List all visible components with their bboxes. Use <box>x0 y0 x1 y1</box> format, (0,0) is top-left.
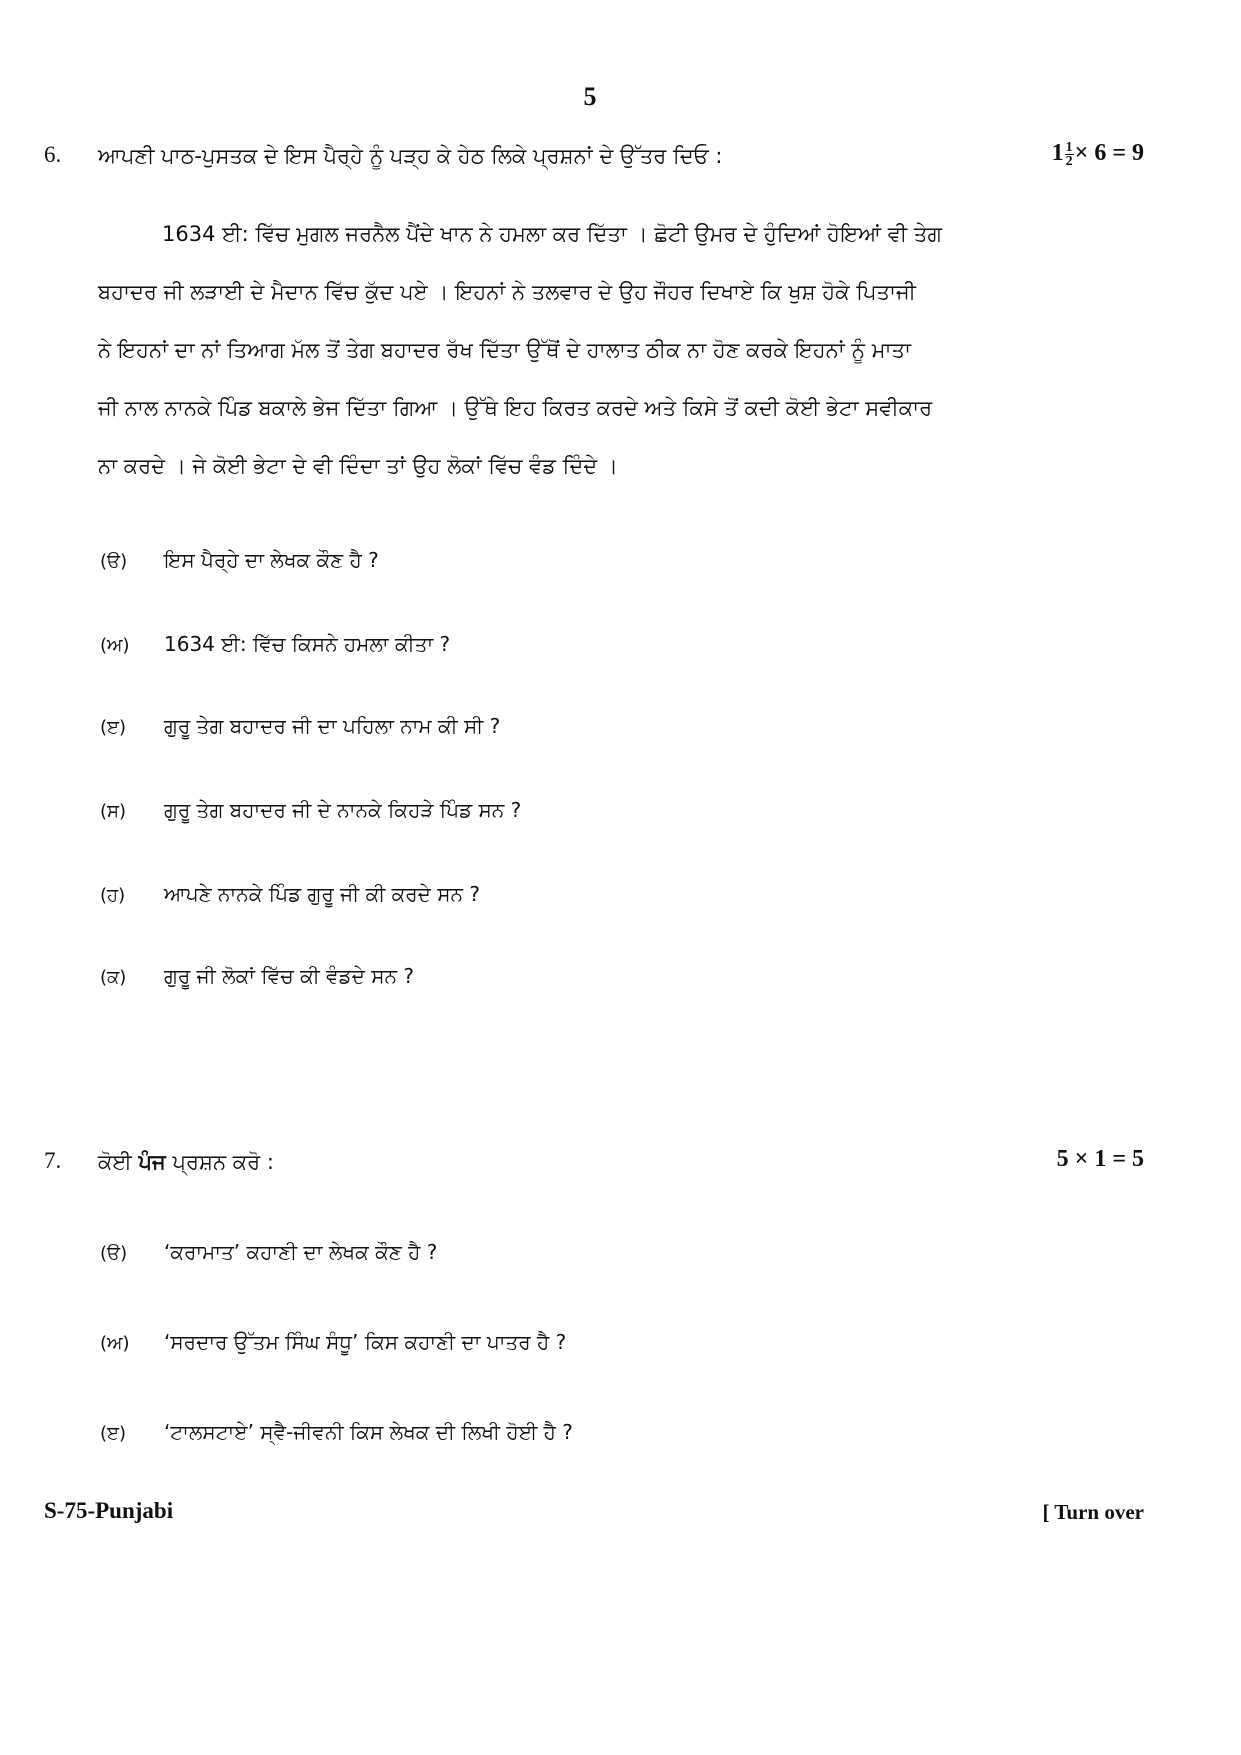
passage-line: ਬਹਾਦਰ ਜੀ ਲੜਾਈ ਦੇ ਮੈਦਾਨ ਵਿੱਚ ਕੁੱਦ ਪਏ । ਇਹਨਾਂ ਨੇ ਤਲਵਾਰ ਦੇ ਉਹ ਜੌਹਰ ਦਿਖਾਏ ਕਿ ਖੁਸ਼ ਹੋਕੇ ਪਿਤਾਜੀ <box>98 280 916 304</box>
passage <box>98 222 1088 512</box>
q7-sub-question <box>100 1330 566 1354</box>
sub-question-text: ਗੁਰੂ ਤੇਗ ਬਹਾਦਰ ਜੀ ਦੇ ਨਾਨਕੇ ਕਿਹੜੇ ਪਿੰਡ ਸਨ ? <box>164 798 522 822</box>
marks-fraction-denominator: 2 <box>1065 153 1073 169</box>
marks-fraction-numerator: 1 <box>1065 139 1073 155</box>
question-7-marks: 5 × 1 = 5 <box>1056 1146 1144 1172</box>
instruction-pre: ਕੋਈ <box>98 1150 132 1174</box>
marks-rest: × 6 = 9 <box>1074 140 1144 166</box>
sub-question-label: (ੲ) <box>100 717 127 738</box>
marks-fraction <box>1065 141 1074 168</box>
sub-question-label: (ਕ) <box>100 967 127 988</box>
turn-over-note: [ Turn over <box>1042 1500 1144 1524</box>
question-6-number: 6. <box>44 142 62 167</box>
question-6-instruction: ਆਪਣੀ ਪਾਠ-ਪੁਸਤਕ ਦੇ ਇਸ ਪੈਰ੍ਹੇ ਨੂੰ ਪੜ੍ਹ ਕੇ ਹੇਠ ਲਿਕੇ ਪ੍ਰਸ਼ਨਾਂ ਦੇ ਉੱਤਰ ਦਿਓ : <box>98 144 723 168</box>
page-number: 5 <box>583 82 597 111</box>
sub-question-label: (ਹ) <box>100 885 126 906</box>
sub-question-text: ਆਪਣੇ ਨਾਨਕੇ ਪਿੰਡ ਗੁਰੂ ਜੀ ਕੀ ਕਰਦੇ ਸਨ ? <box>164 882 481 906</box>
sub-question-text: ‘ਸਰਦਾਰ ਉੱਤਮ ਸਿੰਘ ਸੰਧੂ’ ਕਿਸ ਕਹਾਣੀ ਦਾ ਪਾਤਰ ਹੈ ? <box>164 1330 567 1354</box>
passage-line: ਜੀ ਨਾਲ ਨਾਨਕੇ ਪਿੰਡ ਬਕਾਲੇ ਭੇਜ ਦਿੱਤਾ ਗਿਆ । ਉੱਥੇ ਇਹ ਕਿਰਤ ਕਰਦੇ ਅਤੇ ਕਿਸੇ ਤੋਂ ਕਦੀ ਕੋਈ ਭੇਟਾ ਸਵੀਕਾਰ <box>98 396 933 420</box>
q6-sub-question <box>100 964 414 988</box>
q6-sub-question <box>100 882 480 906</box>
q7-sub-question <box>100 1240 437 1264</box>
question-6-marks <box>1052 140 1144 168</box>
sub-question-text: ਇਸ ਪੈਰ੍ਹੇ ਦਾ ਲੇਖਕ ਕੌਣ ਹੈ ? <box>164 548 379 572</box>
sub-question-text: ਗੁਰੂ ਜੀ ਲੋਕਾਂ ਵਿੱਚ ਕੀ ਵੰਡਦੇ ਸਨ ? <box>164 964 415 988</box>
q6-sub-question <box>100 548 379 572</box>
sub-question-text: ਗੁਰੂ ਤੇਗ ਬਹਾਦਰ ਜੀ ਦਾ ਪਹਿਲਾ ਨਾਮ ਕੀ ਸੀ ? <box>164 714 501 738</box>
sub-question-label: (ਅ) <box>100 1333 130 1354</box>
q6-sub-question <box>100 632 450 656</box>
passage-line: ਨੇ ਇਹਨਾਂ ਦਾ ਨਾਂ ਤਿਆਗ ਮੱਲ ਤੋਂ ਤੇਗ ਬਹਾਦਰ ਰੱਖ ਦਿੱਤਾ ਉੱਥੋਂ ਦੇ ਹਾਲਾਤ ਠੀਕ ਨਾ ਹੋਣ ਕਰਕੇ ਇਹਨਾਂ ਨੂੰ ਮਾਤਾ <box>98 338 911 362</box>
question-7-instruction <box>98 1150 274 1175</box>
sub-question-label: (ਅ) <box>100 635 130 656</box>
q6-sub-question <box>100 798 521 822</box>
sub-question-text: 1634 ਈ: ਵਿੱਚ ਕਿਸਨੇ ਹਮਲਾ ਕੀਤਾ ? <box>164 632 451 656</box>
sub-question-text: ‘ਟਾਲਸਟਾਏ’ ਸ੍ਵੈ-ਜੀਵਨੀ ਕਿਸ ਲੇਖਕ ਦੀ ਲਿਖੀ ਹੋਈ ਹੈ ? <box>164 1420 573 1444</box>
q6-sub-question <box>100 714 500 738</box>
sub-question-label: (ੳ) <box>100 1243 128 1264</box>
q7-sub-question <box>100 1420 573 1444</box>
sub-question-text: ‘ਕਰਾਮਾਤ’ ਕਹਾਣੀ ਦਾ ਲੇਖਕ ਕੌਣ ਹੈ ? <box>164 1240 438 1264</box>
passage-line: 1634 ਈ: ਵਿੱਚ ਮੁਗਲ ਜਰਨੈਲ ਪੈਂਦੇ ਖਾਨ ਨੇ ਹਮਲਾ ਕਰ ਦਿੱਤਾ । ਛੋਟੀ ਉਮਰ ਦੇ ਹੁੰਦਿਆਂ ਹੋਇਆਂ ਵੀ ਤੇਗ <box>162 222 942 246</box>
sub-question-label: (ੲ) <box>100 1423 127 1444</box>
paper-code: S-75-Punjabi <box>44 1498 174 1523</box>
instruction-bold: ਪੰਜ <box>138 1150 166 1174</box>
question-7-number: 7. <box>44 1148 62 1173</box>
passage-line: ਨਾ ਕਰਦੇ । ਜੇ ਕੋਈ ਭੇਟਾ ਦੇ ਵੀ ਦਿੰਦਾ ਤਾਂ ਉਹ ਲੋਕਾਂ ਵਿੱਚ ਵੰਡ ਦਿੰਦੇ । <box>98 454 618 478</box>
marks-whole: 1 <box>1051 140 1064 166</box>
instruction-post: ਪ੍ਰਸ਼ਨ ਕਰੋ : <box>172 1150 274 1174</box>
sub-question-label: (ੳ) <box>100 551 128 572</box>
sub-question-label: (ਸ) <box>100 801 127 822</box>
